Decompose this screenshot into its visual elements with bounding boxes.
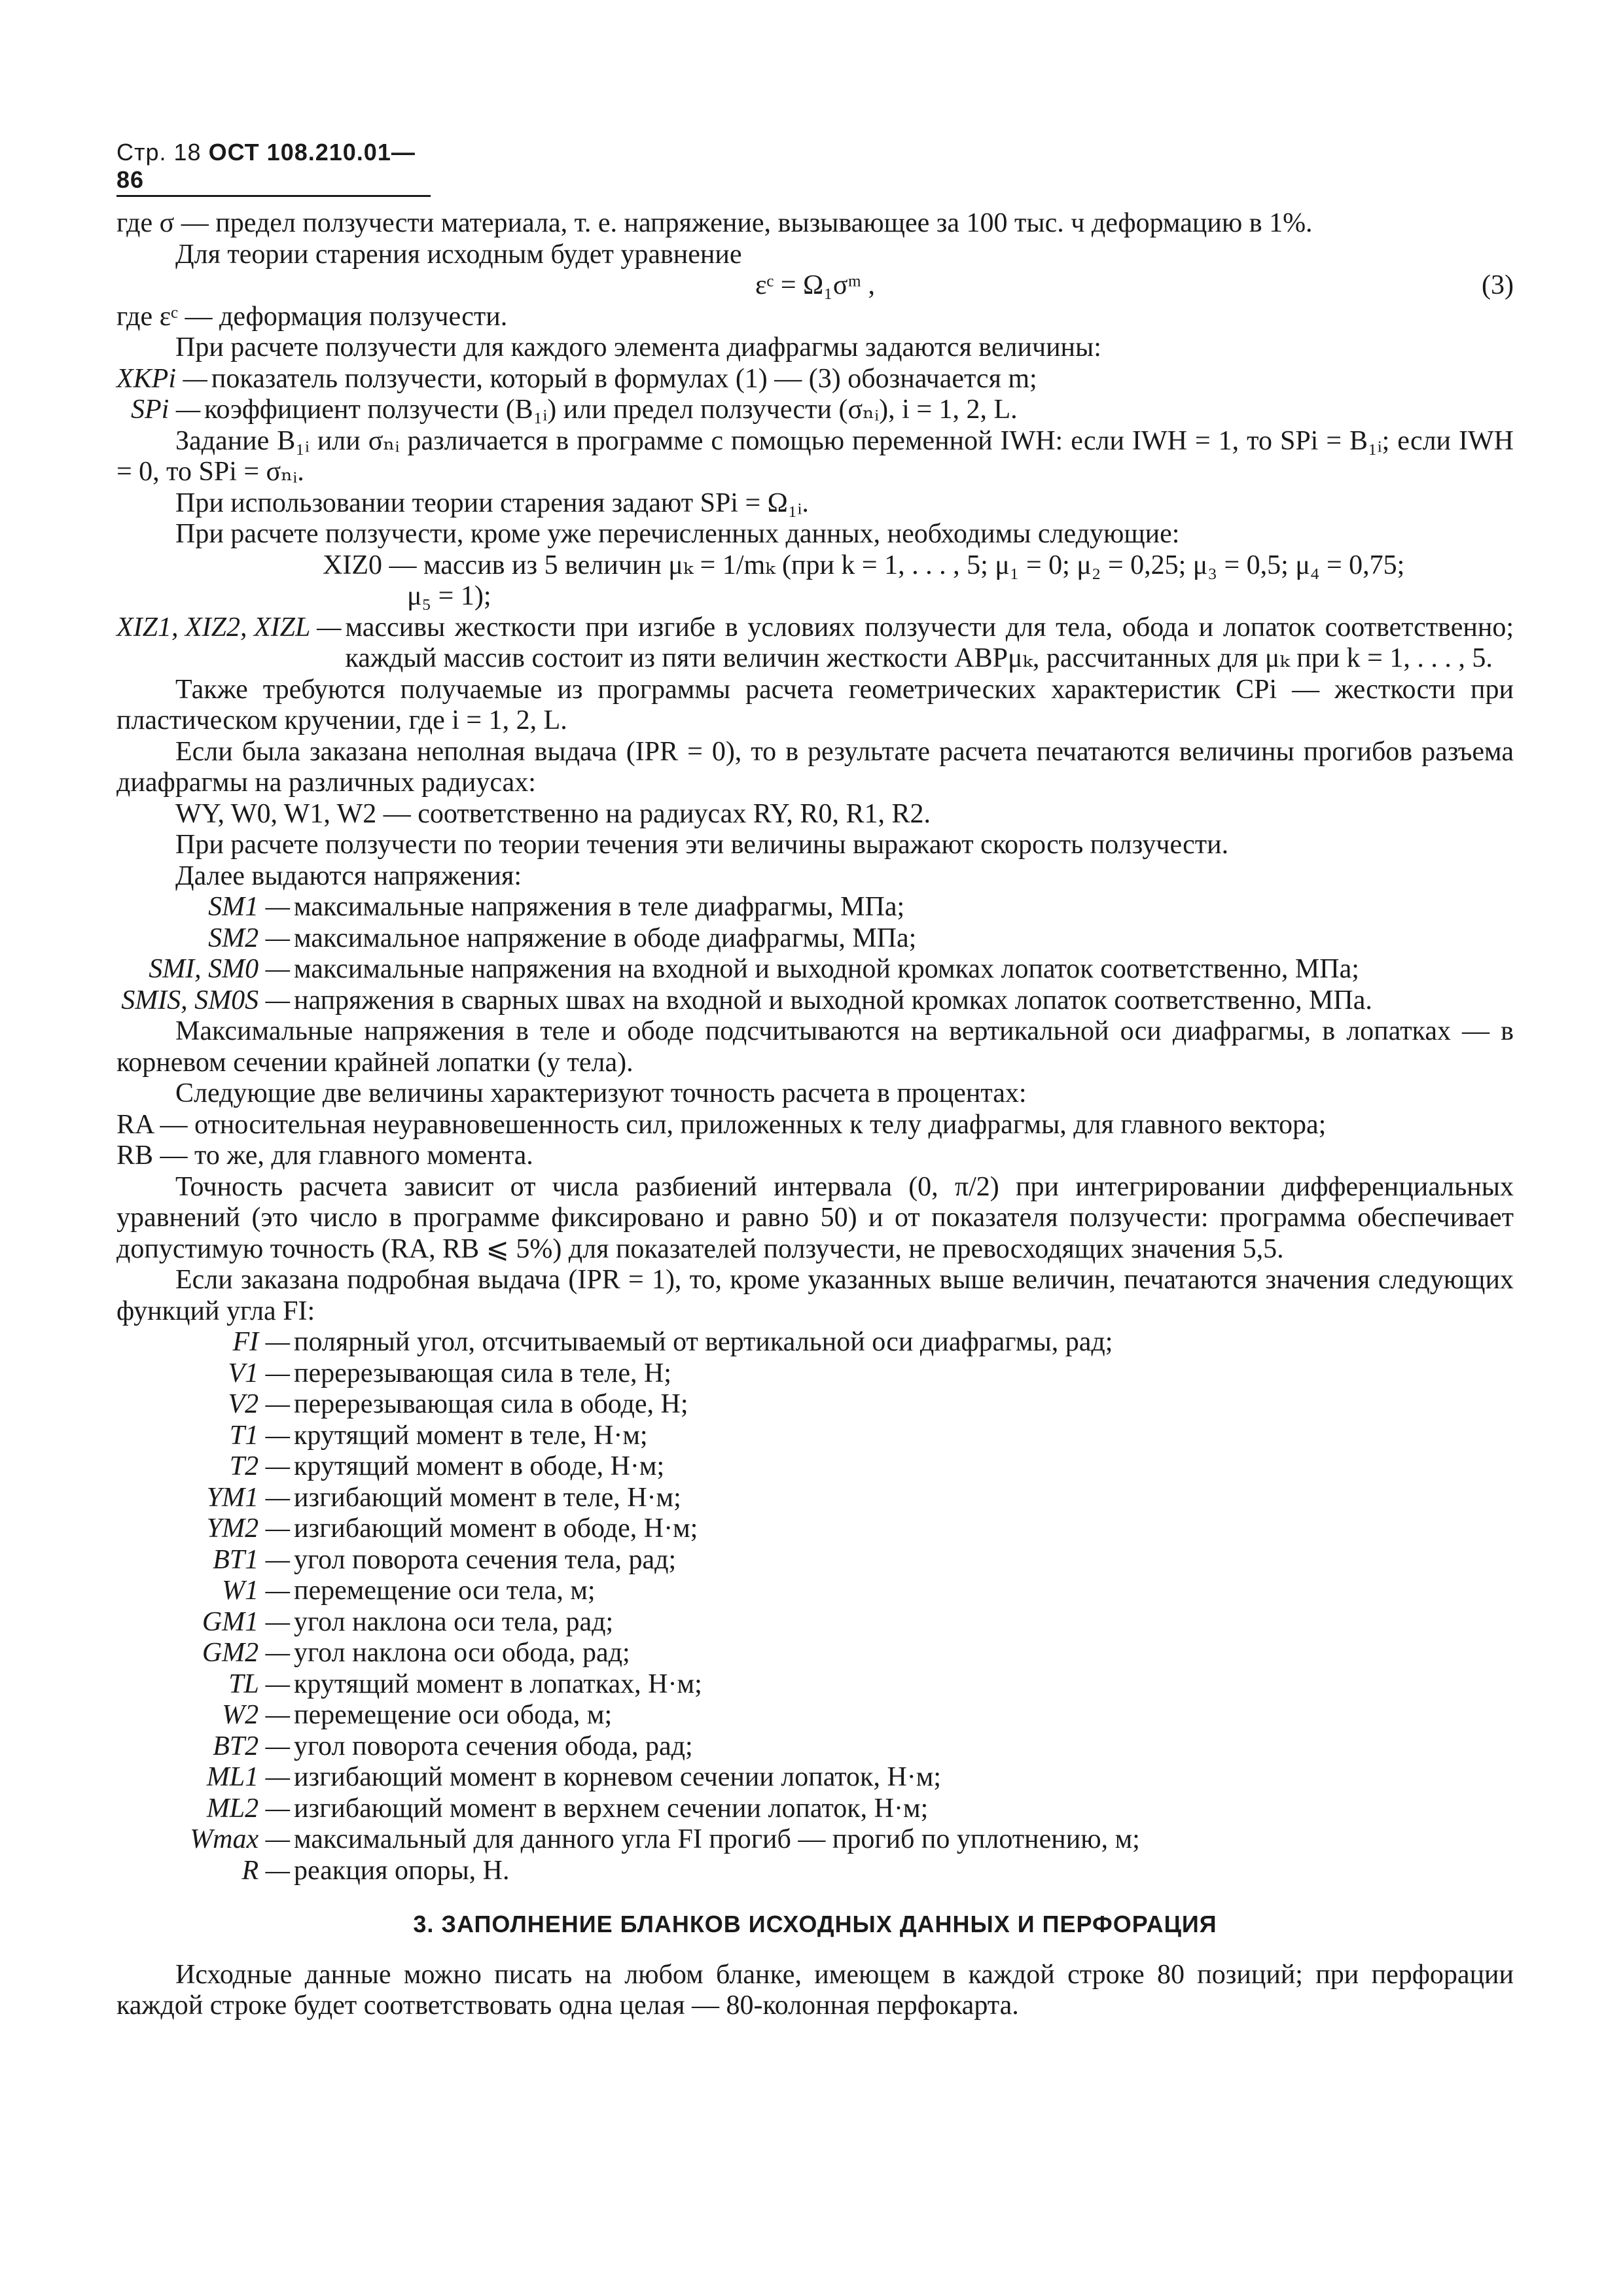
xiz0-definition: XIZ0 — массив из 5 величин μₖ = 1/mₖ (при k = 1, . . . , 5; μ₁ = 0; μ₂ = 0,25; μ₃ = 0,5; μ₄ = 0,75; — [323, 550, 1405, 580]
paragraph: Максимальные напряжения в теле и ободе подсчитываются на вертикальной оси диафрагмы, в лопатках — в корневом сечении крайней лопатки (у тела). — [116, 1016, 1514, 1078]
definition-text: массивы жесткости при изгибе в условиях ползучести для тела, обода и лопаток соответственно; каждый массив состоит из пяти величин жесткости ABPμₖ, рассчитанных для μₖ при k = 1, . . . , 5. — [345, 612, 1514, 673]
function-item: ML1 — изгибающий момент в корневом сечении лопаток, Н·м; — [206, 1762, 942, 1792]
function-item: Wmax — максимальный для данного угла FI прогиб — прогиб по уплотнению, м; — [190, 1824, 1140, 1854]
function-item: YM1 — изгибающий момент в теле, Н·м; — [206, 1482, 681, 1513]
definition-text: коэффициент ползучести (B₁ᵢ) или предел ползучести (σₙᵢ), i = 1, 2, L. — [204, 395, 1018, 425]
definition-xiz — [116, 612, 1514, 675]
definition-term: XKPi — — [116, 363, 207, 394]
paragraph: При расчете ползучести для каждого элемента диафрагмы задаются величины: — [175, 332, 1101, 362]
stress-item: SMI, SM0 — максимальные напряжения на входной и выходной кромках лопаток соответственно, МПа; — [149, 954, 1359, 984]
page-header — [116, 139, 431, 197]
stress-list — [116, 892, 1514, 1016]
function-item: GM1 — угол наклона оси тела, рад; — [202, 1606, 614, 1637]
paragraph: При расчете ползучести по теории течения эти величины выражают скорость ползучести. — [175, 830, 1229, 860]
definition-rb: RB — то же, для главного момента. — [116, 1140, 533, 1171]
paragraph: Задание B₁ᵢ или σₙᵢ различается в программе с помощью переменной IWH: если IWH = 1, то SPi = B₁ᵢ; если IWH = 0, то SPi = σₙᵢ. — [116, 425, 1514, 487]
function-item: R — реакция опоры, Н. — [241, 1855, 510, 1886]
paragraph: Если была заказана неполная выдача (IPR = 0), то в результате расчета печатаются величины прогибов разъема диафрагмы на различных радиусах: — [116, 736, 1514, 798]
paragraph: При использовании теории старения задают SPi = Ω₁ᵢ. — [175, 487, 809, 518]
definition-text: показатель ползучести, который в формулах (1) — (3) обозначается m; — [211, 363, 1037, 394]
xiz0-continuation: μ₅ = 1); — [407, 581, 491, 611]
function-item: GM2 — угол наклона оси обода, рад; — [202, 1638, 630, 1668]
function-item: YM2 — изгибающий момент в ободе, Н·м; — [206, 1513, 698, 1544]
function-item: V2 — перерезывающая сила в ободе, Н; — [228, 1389, 688, 1419]
definition-term: XIZ1, XIZ2, XIZL — — [116, 612, 342, 643]
paragraph: Также требуются получаемые из программы расчета геометрических характеристик CPi — жесткости при пластическом кручении, где i = 1, 2, L. — [116, 674, 1514, 735]
function-item: ML2 — изгибающий момент в верхнем сечении лопаток, Н·м; — [206, 1793, 929, 1824]
function-item: W1 — перемещение оси тела, м; — [222, 1576, 596, 1606]
function-item: BT1 — угол поворота сечения тела, рад; — [213, 1544, 677, 1575]
definition-xkpi — [116, 364, 1514, 395]
function-item: FI — полярный угол, отсчитываемый от вертикальной оси диафрагмы, рад; — [232, 1327, 1113, 1357]
definition-term: SPi — — [131, 395, 201, 425]
paragraph: Далее выдаются напряжения: — [175, 860, 522, 891]
function-item: W2 — перемещение оси обода, м; — [222, 1700, 613, 1730]
paragraph: Следующие две величины характеризуют точность расчета в процентах: — [175, 1078, 1027, 1108]
equation-text: εᶜ = Ω₁σᵐ , — [755, 270, 876, 300]
page-number: Стр. 18 — [116, 139, 202, 166]
stress-item: SMIS, SM0S — напряжения в сварных швах на входной и выходной кромках лопаток соответственно, МПа. — [121, 985, 1372, 1016]
equation-3 — [116, 270, 1514, 302]
definition-spi — [116, 395, 1514, 426]
paragraph: Если заказана подробная выдача (IPR = 1), то, кроме указанных выше величин, печатаются значения следующих функций угла FI: — [116, 1265, 1514, 1326]
paragraph: Для теории старения исходным будет уравнение — [175, 239, 742, 270]
function-item: V1 — перерезывающая сила в теле, Н; — [228, 1358, 671, 1388]
paragraph: Исходные данные можно писать на любом бланке, имеющем в каждой строке 80 позиций; при перфорации каждой строке будет соответствовать одна целая — 80-колонная перфокарта. — [116, 1959, 1514, 2021]
function-item: BT2 — угол поворота сечения обода, рад; — [213, 1731, 693, 1761]
function-item: T1 — крутящий момент в теле, Н·м; — [229, 1420, 648, 1451]
paragraph: где σ — предел ползучести материала, т. е. напряжение, вызывающее за 100 тыс. ч деформацию в 1%. — [116, 208, 1313, 238]
paragraph: WY, W0, W1, W2 — соответственно на радиусах RY, R0, R1, R2. — [175, 798, 931, 829]
stress-item: SM2 — максимальное напряжение в ободе диафрагмы, МПа; — [208, 923, 917, 953]
function-item: TL — крутящий момент в лопатках, Н·м; — [228, 1669, 702, 1699]
paragraph: При расчете ползучести, кроме уже перечисленных данных, необходимы следующие: — [175, 519, 1180, 549]
standard-code: ОСТ 108.210.01—86 — [116, 139, 416, 193]
stress-item: SM1 — максимальные напряжения в теле диафрагмы, МПа; — [208, 892, 905, 922]
document-body — [116, 208, 1514, 2022]
section-title: 3. ЗАПОЛНЕНИЕ БЛАНКОВ ИСХОДНЫХ ДАННЫХ И ПЕРФОРАЦИЯ — [413, 1911, 1217, 1937]
definition-ra: RA — относительная неуравновешенность сил, приложенных к телу диафрагмы, для главного вектора; — [116, 1109, 1327, 1140]
function-list — [116, 1327, 1514, 1886]
paragraph: Точность расчета зависит от числа разбиений интервала (0, π/2) при интегрировании дифференциальных уравнений (это число в программе фиксировано и равно 50) и от показателя ползучести: программа обеспечивает допустимую точность (RA, RB ⩽ 5%) для показателей ползучести, не превосходящих значения 5,5. — [116, 1171, 1514, 1264]
equation-number: (3) — [1482, 270, 1514, 300]
paragraph: где εᶜ — деформация ползучести. — [116, 301, 508, 332]
function-item: T2 — крутящий момент в ободе, Н·м; — [229, 1451, 665, 1481]
